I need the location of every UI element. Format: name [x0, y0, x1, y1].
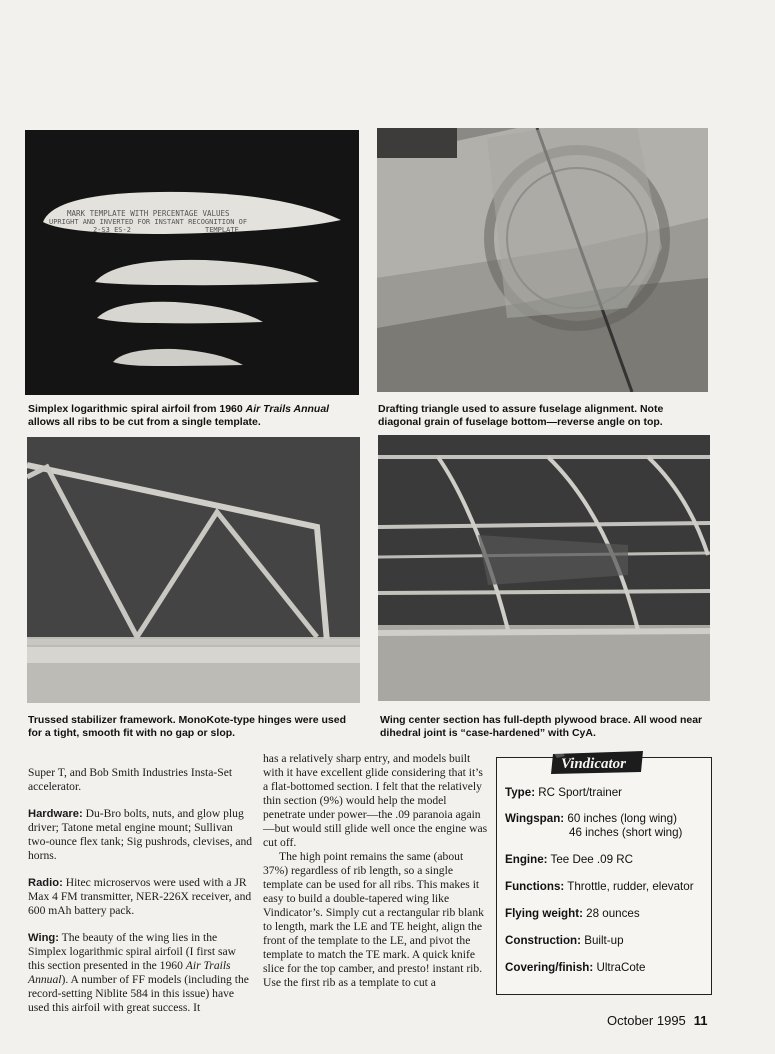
spec-wingspan-short: 46 inches (short wing)	[569, 826, 683, 839]
caption-wing-center: Wing center section has full-depth plywood brace. All wood near dihedral joint is “case-hardened” with CyA.	[380, 714, 703, 739]
vindicator-logo	[551, 750, 643, 774]
photo-airfoil-templates	[25, 130, 359, 395]
logo-text: Vindicator	[561, 756, 627, 772]
caption-triangle: Drafting triangle used to assure fuselage alignment. Note diagonal grain of fuselage bottom—reverse angle on top.	[378, 403, 664, 428]
page-number: 11	[693, 1013, 708, 1028]
body-column-1	[28, 766, 254, 1015]
page-footer	[607, 1013, 708, 1028]
template-line-4: TEMPLATE	[205, 226, 239, 234]
spec-type: Type: RC Sport/trainer	[505, 786, 623, 799]
spec-wingspan: Wingspan: 60 inches (long wing)	[505, 812, 677, 825]
spec-construction: Construction: Built-up	[505, 934, 624, 947]
spec-flying-weight: Flying weight: 28 ounces	[505, 907, 640, 920]
template-line-2: UPRIGHT AND INVERTED FOR INSTANT RECOGNITION OF	[49, 218, 248, 226]
radio-paragraph: Radio: Hitec microservos were used with a JR Max 4 FM transmitter, NER-226X receiver, and 600 mAh battery pack.	[28, 876, 252, 917]
spec-functions: Functions: Throttle, rudder, elevator	[505, 880, 694, 893]
spec-covering: Covering/finish: UltraCote	[505, 961, 646, 974]
template-line-3: 2-S3 ES-2	[93, 226, 131, 234]
caption-stabilizer: Trussed stabilizer framework. MonoKote-type hinges were used for a tight, smooth fit with no gap or slop.	[28, 714, 346, 739]
photo-trussed-stabilizer	[27, 437, 360, 703]
airfoil-paragraph: has a relatively sharp entry, and models built with it have excellent glide considering that it’s a flat-bottomed section. I felt that the relatively thin section (9%) would help the model penetrate under power—the .09 paranoia again—but would still glide well once the engine was cut off.	[263, 752, 488, 849]
photo-drafting-triangle	[377, 128, 708, 392]
issue-date: October 1995	[607, 1013, 686, 1028]
hardware-paragraph: Hardware: Du-Bro bolts, nuts, and glow plug driver; Tatone metal engine mount; Sullivan two-ounce flex tank; Sig pushrods, clevises, and horns.	[28, 807, 253, 862]
intro-paragraph: Super T, and Bob Smith Industries Insta-Set accelerator.	[28, 766, 233, 793]
spec-engine: Engine: Tee Dee .09 RC	[505, 853, 634, 866]
template-paragraph: The high point remains the same (about 37%) regardless of rib length, so a single template can be used for all ribs. This makes it easy to build a double-tapered wing like Vindicator’s. Simply cut a rectangular rib blank to length, mark the LE and TE height, align the front of the template to the LE, and pivot the template to match the TE mark. A quick knife slice for the top camber, and presto! instant rib. Use the first rib as a template to cut a	[263, 850, 484, 989]
template-line-1: MARK TEMPLATE WITH PERCENTAGE VALUES	[67, 209, 230, 218]
wing-paragraph: Wing: The beauty of the wing lies in the Simplex logarithmic spiral airfoil (I first saw this section presented in the 1960 Air Trails Annual). A number of FF models (including the record-setting Niblite 584 in this issue) have used this airfoil with great success. It	[28, 931, 249, 1014]
photo-wing-center-section	[378, 435, 710, 701]
body-column-2	[263, 752, 488, 990]
caption-airfoil: Simplex logarithmic spiral airfoil from 1960 Air Trails Annual allows all ribs to be cut from a single template.	[28, 403, 330, 428]
